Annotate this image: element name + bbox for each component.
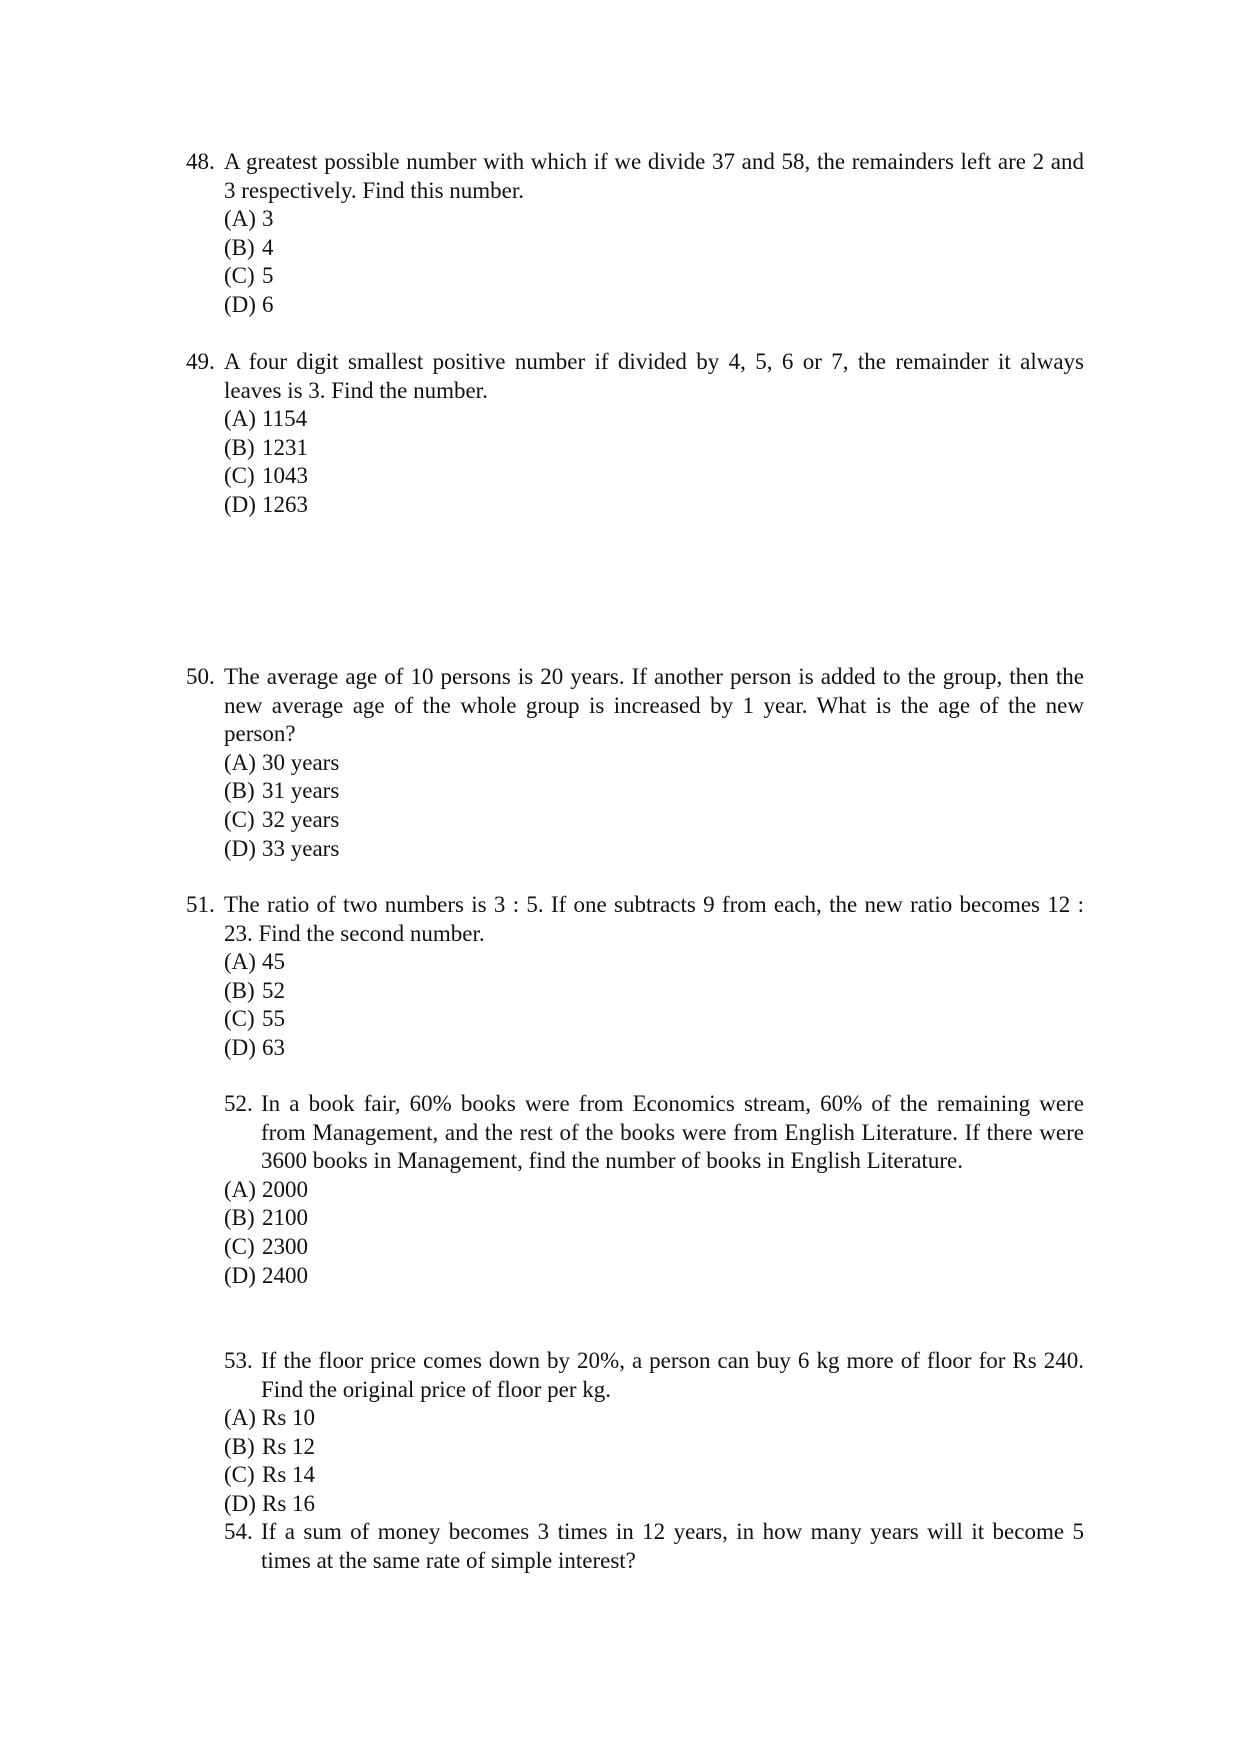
option-value: 30 years: [262, 749, 340, 775]
question-54: [224, 1518, 1084, 1575]
question-text: If the floor price comes down by 20%, a person can buy 6 kg more of floor for Rs 240. Find the original price of floor per kg.: [261, 1348, 1084, 1402]
option-value: 32 years: [262, 806, 340, 832]
option-value: 31 years: [262, 778, 340, 804]
options-list: [224, 749, 1084, 863]
option-label: (C): [224, 1006, 255, 1032]
question-text: The average age of 10 persons is 20 years. If another person is added to the group, then the new average age of the whole group is increased by 1 year. What is the age of the new person?: [224, 664, 1084, 747]
question-text: The ratio of two numbers is 3 : 5. If one subtracts 9 from each, the new ratio becomes 12 : 23. Find the second number.: [224, 892, 1084, 946]
options-list: [224, 205, 1084, 319]
option-d: [224, 1034, 1084, 1063]
option-value: 33 years: [262, 835, 340, 861]
option-label: (D): [224, 1262, 256, 1288]
question-number: 51.: [186, 892, 215, 917]
option-label: (C): [224, 1233, 255, 1259]
option-a: [224, 1176, 1084, 1205]
option-label: (B): [224, 234, 255, 260]
option-value: 45: [262, 949, 285, 975]
option-label: (B): [224, 434, 255, 460]
option-label: (A): [224, 206, 256, 232]
option-c: [224, 1233, 1084, 1262]
option-label: (C): [224, 1462, 255, 1488]
option-label: (A): [224, 1176, 256, 1202]
option-b: [224, 234, 1084, 263]
option-d: [224, 1262, 1084, 1291]
options-list: [224, 405, 1084, 519]
options-list: [224, 948, 1084, 1062]
question-number: 52.: [224, 1091, 253, 1116]
question-stem: [186, 891, 1084, 948]
question-stem: [186, 148, 1084, 205]
option-a: [224, 205, 1084, 234]
question-49: [186, 348, 1084, 520]
option-label: (B): [224, 1205, 255, 1231]
question-number: 48.: [186, 149, 215, 174]
option-value: 2400: [262, 1262, 308, 1288]
option-value: 5: [262, 263, 274, 289]
option-value: Rs 14: [262, 1462, 316, 1488]
option-value: 4: [262, 234, 274, 260]
option-label: (C): [224, 263, 255, 289]
question-text: In a book fair, 60% books were from Economics stream, 60% of the remaining were from Management, and the rest of the books were from English Literature. If there were 3600 books in Management, find the number of books in English Literature.: [261, 1091, 1084, 1174]
option-value: 1263: [262, 491, 308, 517]
option-label: (B): [224, 778, 255, 804]
option-value: 2000: [262, 1176, 308, 1202]
option-value: 1231: [262, 434, 308, 460]
option-label: (D): [224, 835, 256, 861]
option-c: [224, 1005, 1084, 1034]
option-value: 1043: [262, 463, 308, 489]
options-list: [224, 1404, 1084, 1518]
option-c: [224, 462, 1084, 491]
option-a: [224, 405, 1084, 434]
question-number: 50.: [186, 664, 215, 689]
option-value: Rs 16: [262, 1490, 316, 1516]
option-b: [224, 977, 1084, 1006]
option-a: [224, 1404, 1084, 1433]
option-value: Rs 10: [262, 1405, 316, 1431]
option-b: [224, 434, 1084, 463]
question-stem: [186, 348, 1084, 405]
option-label: (C): [224, 463, 255, 489]
question-50: [186, 663, 1084, 863]
question-53: [224, 1347, 1084, 1519]
question-stem: [186, 663, 1084, 749]
option-d: [224, 291, 1084, 320]
option-label: (C): [224, 806, 255, 832]
question-number: 54.: [224, 1519, 253, 1544]
option-c: [224, 1461, 1084, 1490]
option-label: (D): [224, 1034, 256, 1060]
question-52: [224, 1090, 1084, 1290]
option-value: 6: [262, 291, 274, 317]
option-b: [224, 1433, 1084, 1462]
option-d: [224, 491, 1084, 520]
option-b: [224, 777, 1084, 806]
question-48: [186, 148, 1084, 320]
options-list: [224, 1176, 1084, 1290]
option-c: [224, 806, 1084, 835]
question-number: 49.: [186, 349, 215, 374]
option-value: 2300: [262, 1233, 308, 1259]
option-value: 2100: [262, 1205, 308, 1231]
option-value: 52: [262, 977, 285, 1003]
question-number: 53.: [224, 1348, 253, 1373]
option-d: [224, 835, 1084, 864]
option-label: (B): [224, 977, 255, 1003]
option-label: (A): [224, 1405, 256, 1431]
option-value: 1154: [262, 406, 308, 432]
question-text: If a sum of money becomes 3 times in 12 years, in how many years will it become 5 times at the same rate of simple interest?: [261, 1519, 1084, 1573]
question-stem: [224, 1347, 1084, 1404]
option-value: 3: [262, 206, 274, 232]
option-a: [224, 948, 1084, 977]
question-text: A four digit smallest positive number if divided by 4, 5, 6 or 7, the remainder it always leaves is 3. Find the number.: [224, 349, 1084, 403]
option-label: (A): [224, 406, 256, 432]
option-d: [224, 1490, 1084, 1519]
question-stem: [224, 1090, 1084, 1176]
option-value: Rs 12: [262, 1433, 316, 1459]
option-label: (A): [224, 749, 256, 775]
option-label: (D): [224, 1490, 256, 1516]
question-51: [186, 891, 1084, 1063]
option-label: (D): [224, 291, 256, 317]
option-value: 63: [262, 1034, 285, 1060]
option-a: [224, 749, 1084, 778]
option-b: [224, 1204, 1084, 1233]
option-label: (A): [224, 949, 256, 975]
option-label: (B): [224, 1433, 255, 1459]
option-value: 55: [262, 1006, 285, 1032]
question-stem: [224, 1518, 1084, 1575]
option-label: (D): [224, 491, 256, 517]
option-c: [224, 262, 1084, 291]
question-text: A greatest possible number with which if we divide 37 and 58, the remainders left are 2 and 3 respectively. Find this number.: [224, 149, 1084, 203]
